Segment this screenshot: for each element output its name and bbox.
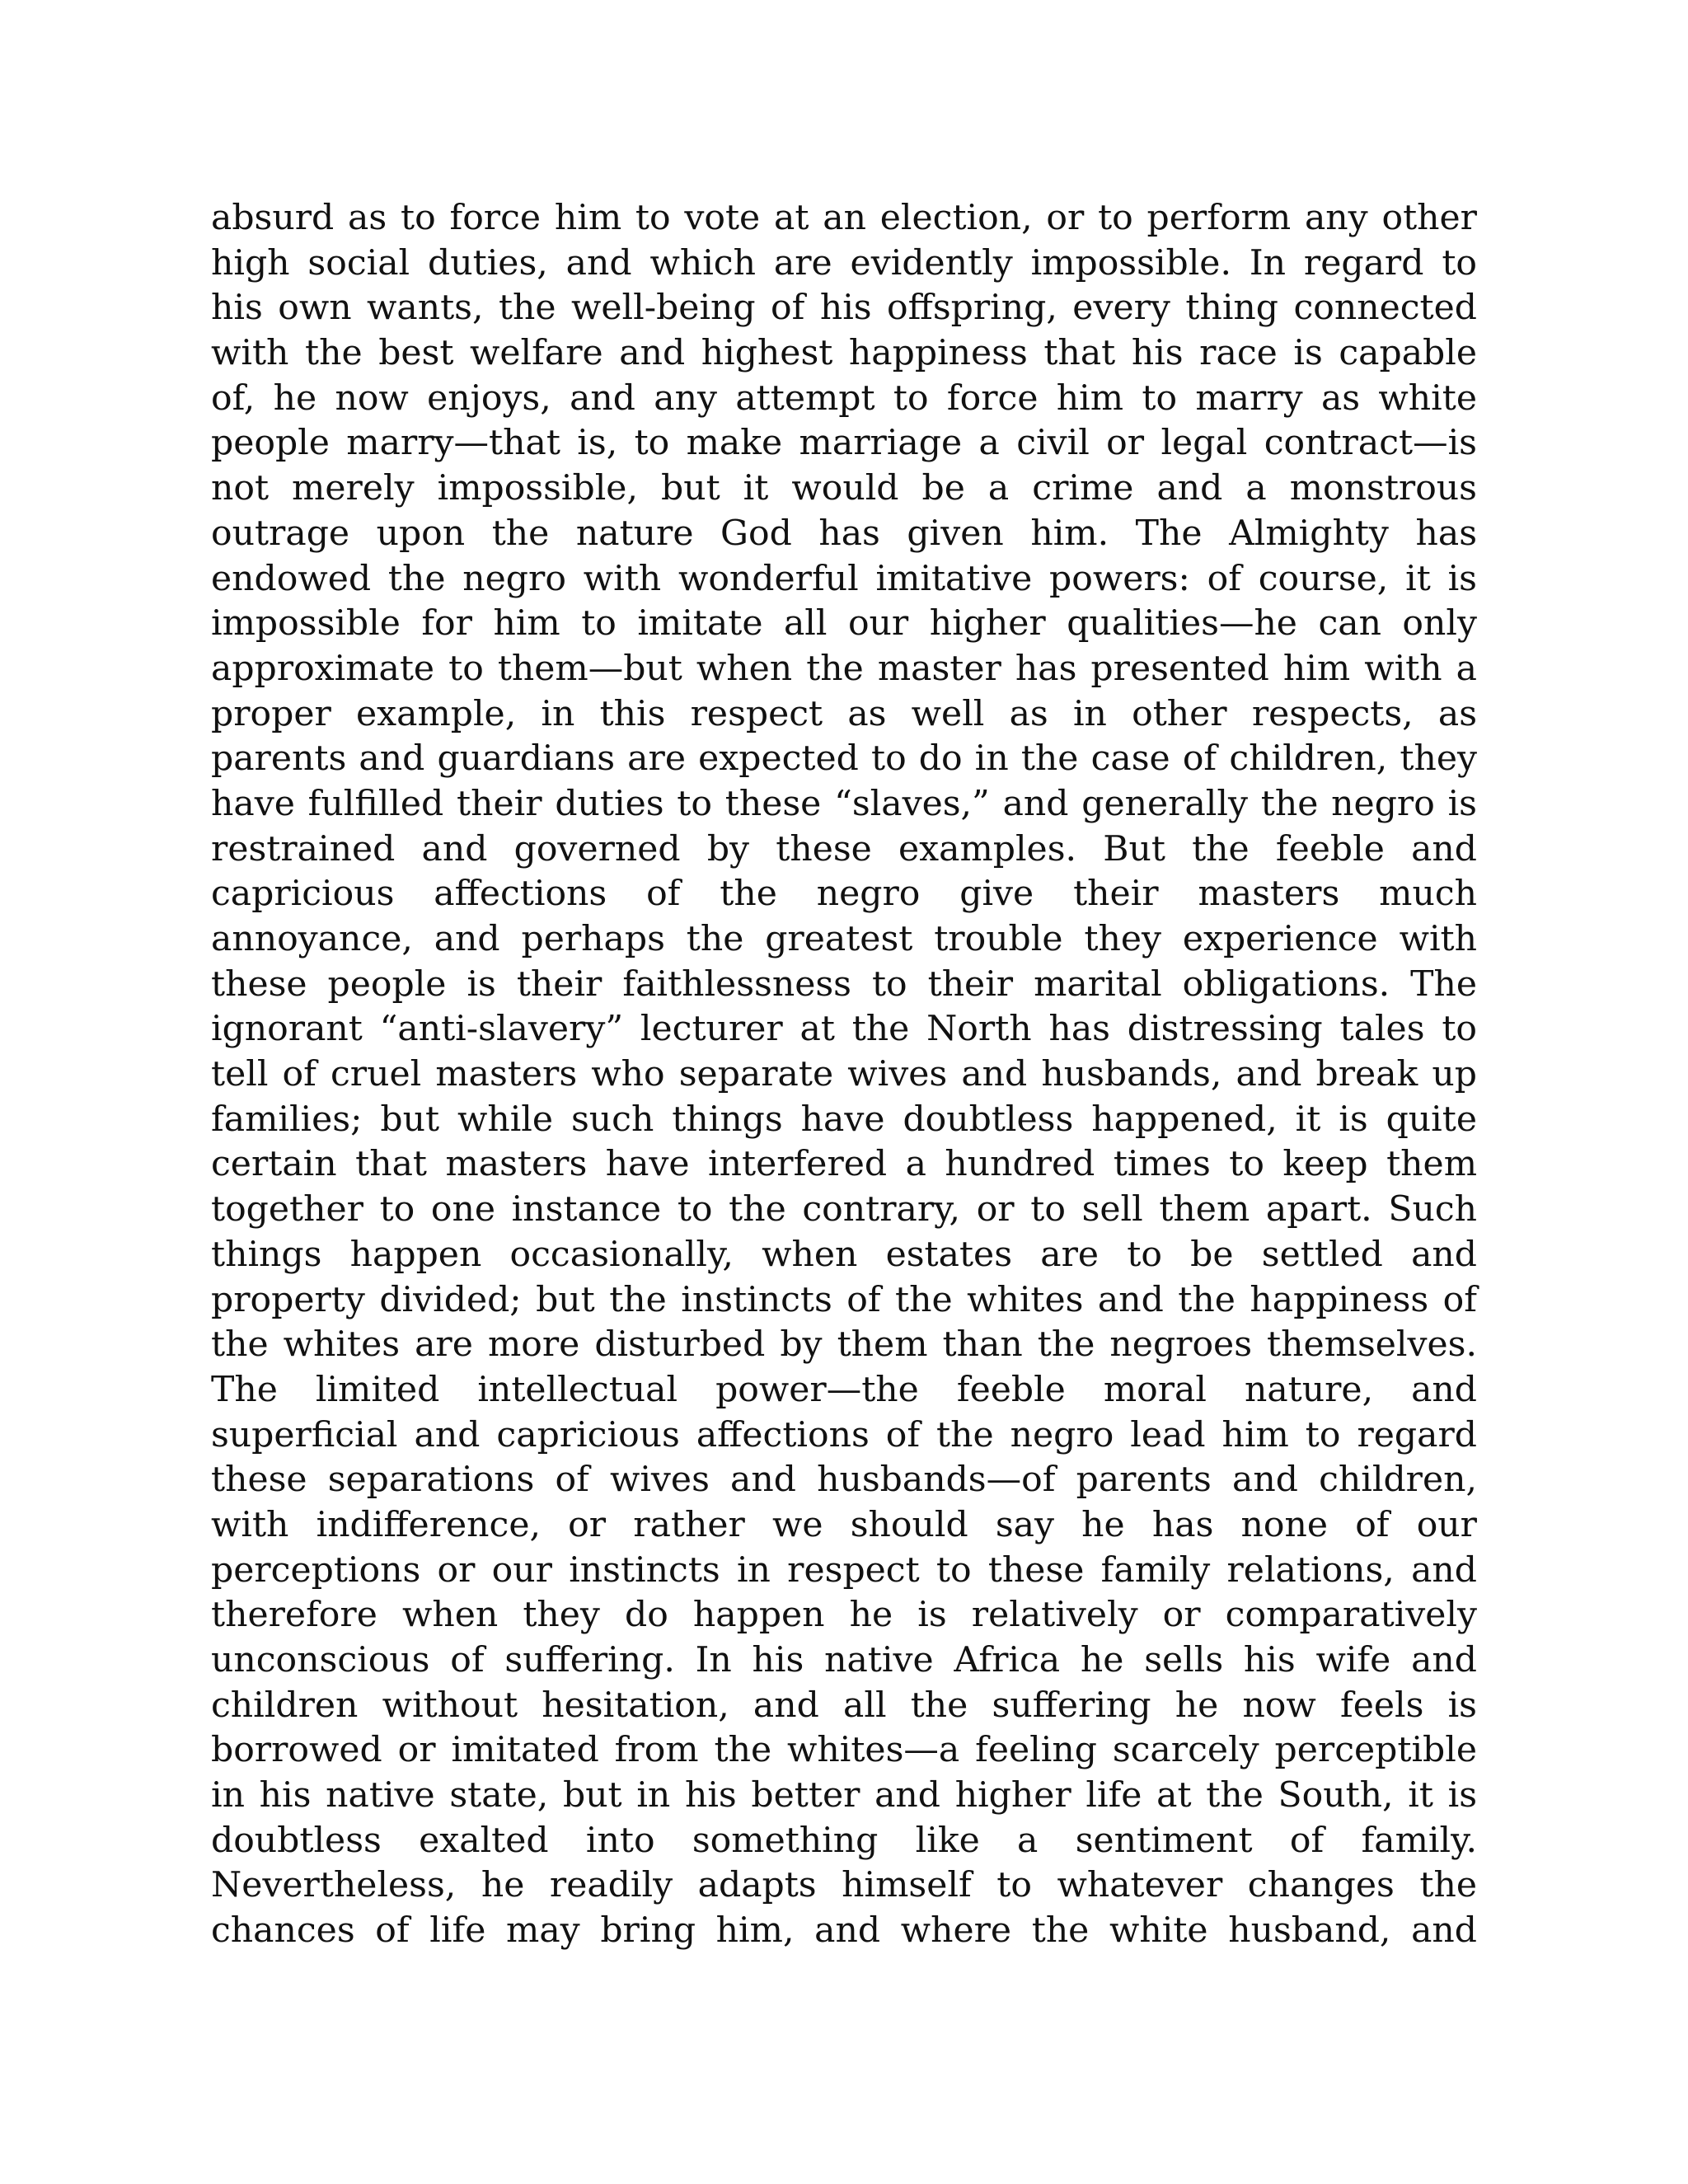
- text-line: The limited intellectual power—the feeble moral nature, and: [211, 1369, 1477, 1410]
- text-line: Nevertheless, he readily adapts himself to whatever changes the: [211, 1865, 1477, 1906]
- text-line: ignorant “anti-slavery” lecturer at the North has distressing tales to: [211, 1009, 1477, 1050]
- text-line: these people is their faithlessness to their marital obligations. The: [211, 963, 1477, 1005]
- text-line: superficial and capricious affections of the negro lead him to regard: [211, 1414, 1477, 1455]
- text-line: endowed the negro with wonderful imitative powers: of course, it is: [211, 558, 1477, 599]
- text-line: families; but while such things have doubtless happened, it is quite: [211, 1099, 1477, 1140]
- text-line: children without hesitation, and all the suffering he now feels is: [211, 1685, 1477, 1726]
- text-line: approximate to them—but when the master has presented him with a: [211, 648, 1477, 689]
- text-line: tell of cruel masters who separate wives and husbands, and break up: [211, 1054, 1477, 1095]
- text-line: impossible for him to imitate all our higher qualities—he can only: [211, 603, 1477, 644]
- text-line: high social duties, and which are evidently impossible. In regard to: [211, 242, 1477, 284]
- text-line: unconscious of suffering. In his native Africa he sells his wife and: [211, 1640, 1477, 1680]
- text-line: doubtless exalted into something like a sentiment of family.: [211, 1820, 1477, 1861]
- text-line: in his native state, but in his better and higher life at the South, it is: [211, 1775, 1477, 1816]
- text-line: annoyance, and perhaps the greatest trouble they experience with: [211, 919, 1477, 959]
- text-line: together to one instance to the contrary, or to sell them apart. Such: [211, 1189, 1477, 1230]
- text-line: his own wants, the well-being of his offspring, every thing connected: [211, 288, 1477, 329]
- text-line: restrained and governed by these examples. But the feeble and: [211, 828, 1477, 869]
- body-text: [211, 196, 1477, 1954]
- text-line: not merely impossible, but it would be a crime and a monstrous: [211, 468, 1477, 509]
- text-line: capricious affections of the negro give their masters much: [211, 874, 1477, 915]
- text-line: proper example, in this respect as well as in other respects, as: [211, 693, 1477, 734]
- text-line: of, he now enjoys, and any attempt to force him to marry as white: [211, 377, 1477, 419]
- text-line: certain that masters have interfered a hundred times to keep them: [211, 1144, 1477, 1185]
- text-line: perceptions or our instincts in respect to these family relations, and: [211, 1549, 1477, 1591]
- text-line: borrowed or imitated from the whites—a feeling scarcely perceptible: [211, 1730, 1477, 1771]
- text-line: chances of life may bring him, and where the white husband, and: [211, 1910, 1477, 1952]
- text-line: these separations of wives and husbands—of parents and children,: [211, 1460, 1477, 1501]
- text-line: with the best welfare and highest happiness that his race is capable: [211, 333, 1477, 374]
- text-line: property divided; but the instincts of the whites and the happiness of: [211, 1279, 1477, 1320]
- text-line: outrage upon the nature God has given him. The Almighty has: [211, 513, 1477, 554]
- text-line: absurd as to force him to vote at an election, or to perform any other: [211, 198, 1477, 238]
- text-line: people marry—that is, to make marriage a civil or legal contract—is: [211, 423, 1477, 464]
- text-line: the whites are more disturbed by them than the negroes themselves.: [211, 1324, 1477, 1366]
- text-line: have fulfilled their duties to these “slaves,” and generally the negro is: [211, 783, 1477, 824]
- text-line: parents and guardians are expected to do in the case of children, they: [211, 738, 1477, 780]
- text-line: things happen occasionally, when estates are to be settled and: [211, 1234, 1477, 1275]
- text-line: with indifference, or rather we should say he has none of our: [211, 1504, 1477, 1545]
- text-line: therefore when they do happen he is relatively or comparatively: [211, 1595, 1477, 1636]
